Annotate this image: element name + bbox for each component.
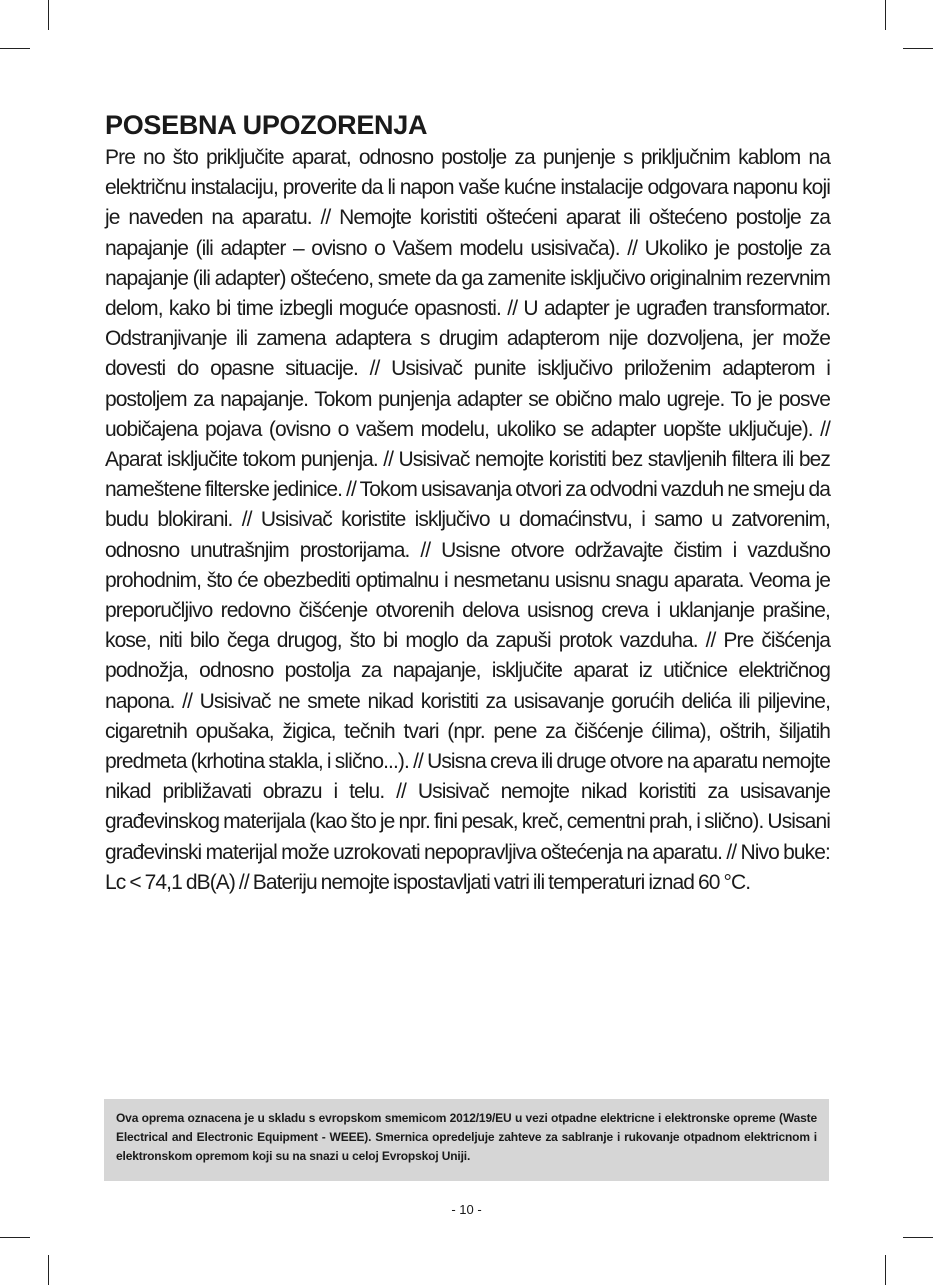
crop-mark-bottom-right-vertical xyxy=(885,1255,886,1285)
crop-mark-top-right-horizontal xyxy=(903,48,933,49)
weee-notice-text: Ova oprema oznacena je u skladu s evropskom smemicom 2012/19/EU u vezi otpadne elektricne i elektronske opreme (Waste Electrical and Electronic Equipment - WEEE). Smernica opredeljuje zahteve za sablranje i rukovanje otpadnom elektricnom i elektronskom opremom koji su na snazi u celoj Evropskoj Uniji. xyxy=(116,1111,817,1163)
crop-mark-top-left-vertical xyxy=(48,0,49,30)
page-number: - 10 - xyxy=(451,1202,482,1217)
safety-warnings-text: Pre no što priključite aparat, odnosno postolje za punjenje s priključnim kablom na električnu instalaciju, proverite da li napon vaše kućne instalacije odgovara naponu koji je naveden na aparatu. // Nemojte koristiti oštećeni aparat ili oštećeno postolje za napajanje (ili adapter – ovisno o Vašem modelu usisivača). // Ukoliko je postolje za napajanje (ili adapter) oštećeno, smete da ga zamenite isključivo originalnim rezervnim delom, kako bi time izbegli moguće opasnosti. // U adapter je ugrađen transformator. Odstranjivanje ili zamena adaptera s drugim adapterom nije dozvoljena, jer može dovesti do opasne situacije. // Usisivač punite isključivo priloženim adapterom i postoljem za napajanje. Tokom punjenja adapter se obično malo ugreje. To je posve uobičajena pojava (ovisno o vašem modelu, ukoliko se adapter uopšte uključuje). // Aparat isključite tokom punjenja. // Usisivač nemojte koristiti bez stavljenih filtera ili bez nameštene filterske jedinice. // Tokom usisavanja otvori za odvodni vazduh ne smeju da budu blokirani. // Usisivač koristite isključivo u domaćinstvu, i samo u zatvorenim, odnosno unutrašnjim prostorijama. // Usisne otvore održavajte čistim i vazdušno prohodnim, što će obezbediti optimalnu i nesmetanu usisnu snagu aparata. Veoma je preporučljivo redovno čišćenje otvorenih delova usisnog creva i uklanjanje prašine, kose, niti bilo čega drugog, što bi moglo da zapuši protok vazduha. // Pre čišćenja podnožja, odnosno postolja za napajanje, isključite aparat iz utičnice električnog napona. // Usisivač ne smete nikad koristiti za usisavanje gorućih delića ili piljevine, cigaretnih opušaka, žigica, tečnih tvari (npr. pene za čišćenje ćilima), oštrih, šiljatih predmeta (krhotina stakla, i slično...). // Usisna creva ili druge otvore na aparatu nemojte nikad približavati obrazu i telu. // Usisivač nemojte nikad koristiti za usisavanje građevinskog materijala (kao što je npr. fini pesak, kreč, cementni prah, i slično). Usisani građevinski materijal može uzrokovati nepopravljiva oštećenja na aparatu. // Nivo buke: Lc < 74,1 dB(A) // Bateriju nemojte ispostavljati vatri ili temperaturi iznad 60 °C. xyxy=(105,146,830,894)
weee-notice-box xyxy=(104,1099,829,1181)
section-heading: POSEBNA UPOZORENJA xyxy=(105,110,428,140)
crop-mark-bottom-left-vertical xyxy=(48,1255,49,1285)
crop-mark-top-right-vertical xyxy=(885,0,886,30)
crop-mark-bottom-left-horizontal xyxy=(0,1237,30,1238)
crop-mark-top-left-horizontal xyxy=(0,48,30,49)
crop-mark-bottom-right-horizontal xyxy=(903,1237,933,1238)
